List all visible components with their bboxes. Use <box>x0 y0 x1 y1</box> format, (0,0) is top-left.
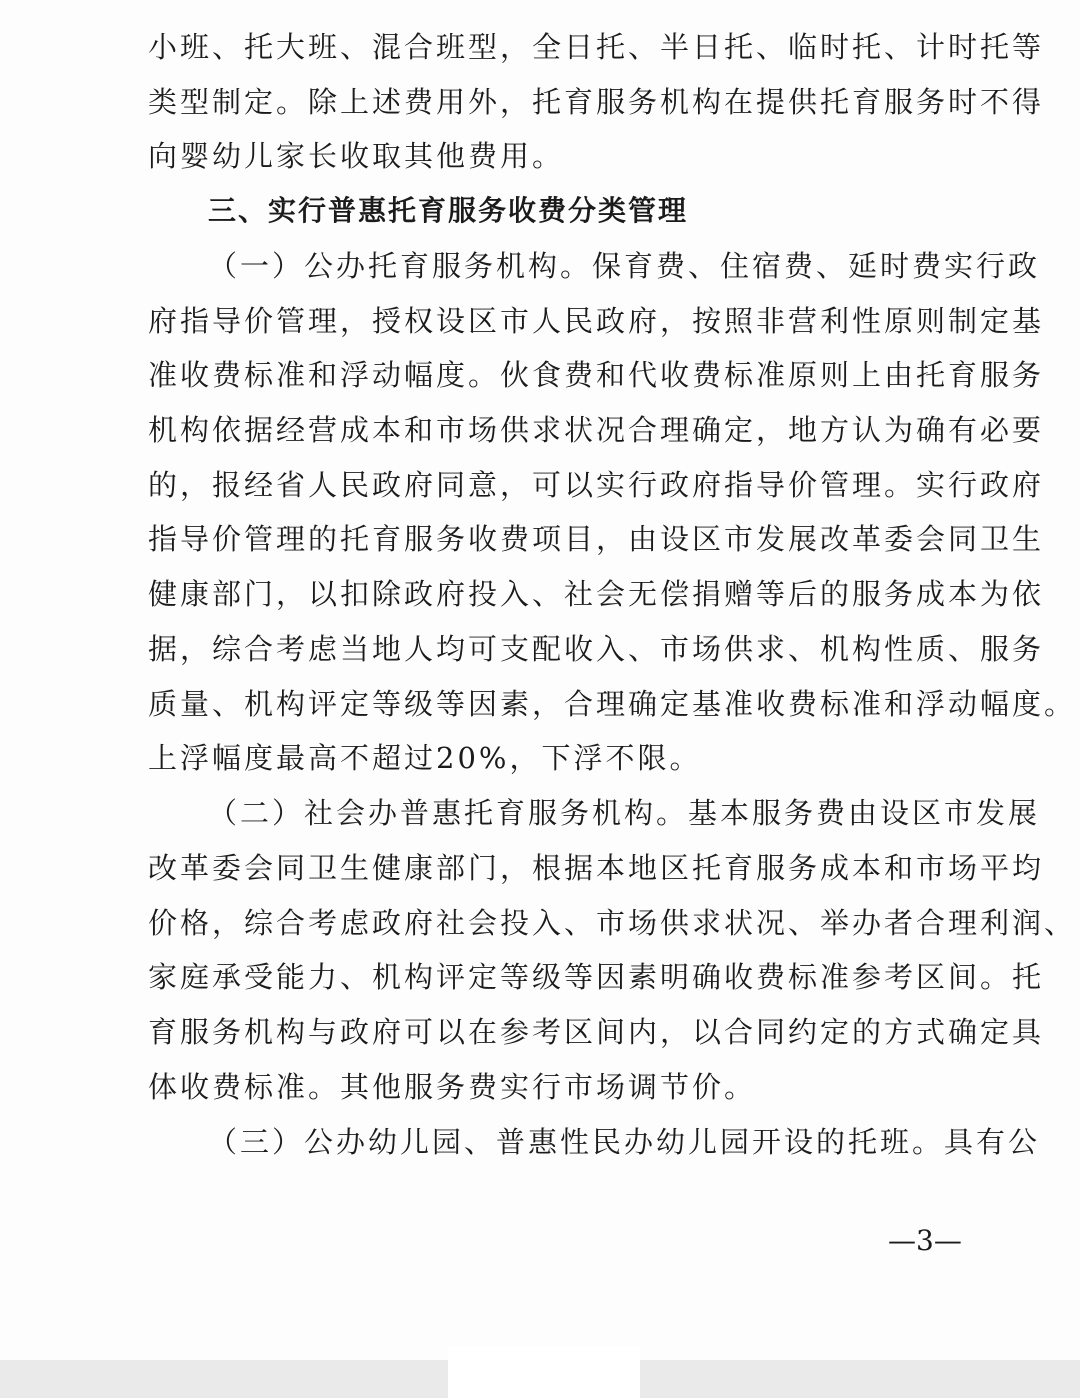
paragraph-2-line-2: 改革委会同卫生健康部门，根据本地区托育服务成本和市场平均 <box>148 851 1045 885</box>
paragraph-1-line-6: 指导价管理的托育服务收费项目，由设区市发展改革委会同卫生 <box>148 522 1045 556</box>
text-line-3: 向婴幼儿家长收取其他费用。 <box>148 139 565 173</box>
paragraph-1-line-4: 机构依据经营成本和市场供求状况合理确定，地方认为确有必要 <box>148 413 1045 447</box>
paragraph-2-line-5: 育服务机构与政府可以在参考区间内，以合同约定的方式确定具 <box>148 1015 1045 1049</box>
paragraph-2-line-1: （二）社会办普惠托育服务机构。基本服务费由设区市发展 <box>208 796 1041 830</box>
paragraph-1-line-3: 准收费标准和浮动幅度。伙食费和代收费标准原则上由托育服务 <box>148 358 1045 392</box>
paragraph-1-line-5: 的，报经省人民政府同意，可以实行政府指导价管理。实行政府 <box>148 468 1045 502</box>
paragraph-1-line-7: 健康部门，以扣除政府投入、社会无偿捐赠等后的服务成本为依 <box>148 577 1045 611</box>
paragraph-3-line-1: （三）公办幼儿园、普惠性民办幼儿园开设的托班。具有公 <box>208 1125 1041 1159</box>
paragraph-1-line-8: 据，综合考虑当地人均可支配收入、市场供求、机构性质、服务 <box>148 632 1045 666</box>
paragraph-1-line-10: 上浮幅度最高不超过20%，下浮不限。 <box>148 741 702 775</box>
page-number: —3— <box>888 1224 962 1257</box>
text-line-2: 类型制定。除上述费用外，托育服务机构在提供托育服务时不得 <box>148 85 1045 119</box>
paragraph-2-line-6: 体收费标准。其他服务费实行市场调节价。 <box>148 1070 757 1104</box>
text-line-1: 小班、托大班、混合班型，全日托、半日托、临时托、计时托等 <box>148 30 1045 64</box>
bottom-white-tab <box>448 1346 640 1398</box>
section-heading: 三、实行普惠托育服务收费分类管理 <box>208 194 689 227</box>
paragraph-2-line-3: 价格，综合考虑政府社会投入、市场供求状况、举办者合理利润、 <box>148 906 1077 940</box>
paragraph-1-line-2: 府指导价管理，授权设区市人民政府，按照非营利性原则制定基 <box>148 304 1045 338</box>
paragraph-1-line-1: （一）公办托育服务机构。保育费、住宿费、延时费实行政 <box>208 249 1041 283</box>
paragraph-2-line-4: 家庭承受能力、机构评定等级等因素明确收费标准参考区间。托 <box>148 960 1045 994</box>
paragraph-1-line-9: 质量、机构评定等级等因素，合理确定基准收费标准和浮动幅度。 <box>148 687 1077 721</box>
